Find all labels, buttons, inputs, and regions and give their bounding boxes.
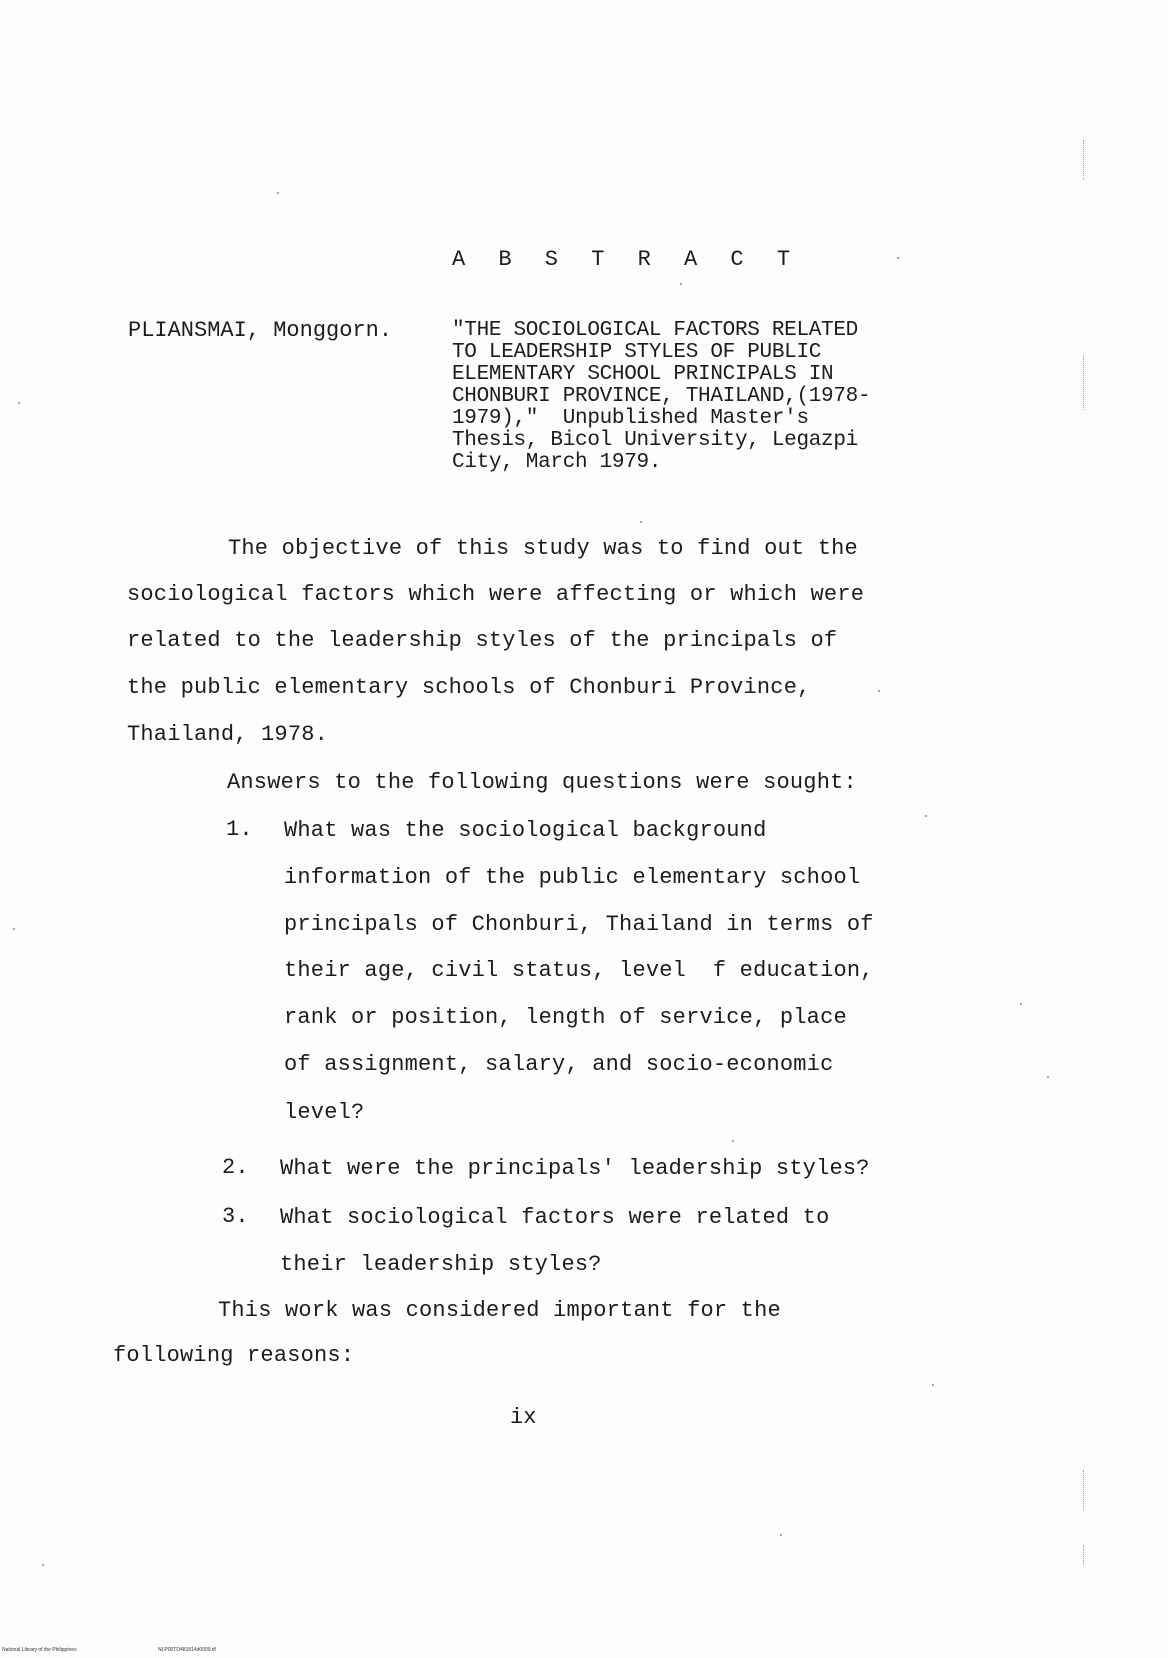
list-number: 2.: [222, 1155, 249, 1180]
scan-artifact: [18, 402, 20, 404]
body-line: their age, civil status, level f education,: [284, 958, 874, 983]
body-line: What sociological factors were related to: [280, 1205, 830, 1230]
body-line: rank or position, length of service, place: [284, 1005, 847, 1030]
body-line: related to the leadership styles of the principals of: [127, 628, 838, 653]
body-line: Answers to the following questions were sought:: [227, 770, 857, 795]
citation-line: CHONBURI PROVINCE, THAILAND,(1978-: [452, 385, 871, 408]
body-line: What was the sociological background: [284, 818, 767, 843]
scan-artifact: [932, 1384, 934, 1386]
author-name: PLIANSMAI, Monggorn.: [128, 318, 393, 343]
scan-artifact: [1083, 1545, 1085, 1565]
body-line: principals of Chonburi, Thailand in terms of: [284, 912, 874, 937]
scan-artifact: [732, 1140, 734, 1142]
scan-artifact: [680, 283, 682, 285]
body-line: following reasons:: [113, 1343, 355, 1368]
scan-artifact: [1047, 1076, 1049, 1078]
footer-library: National Library of the Philippines: [2, 1647, 77, 1653]
scan-artifact: [897, 257, 899, 259]
body-line: sociological factors which were affecting or which were: [127, 582, 865, 607]
scan-artifact: [13, 928, 15, 930]
scan-artifact: [1083, 140, 1085, 180]
abstract-heading: A B S T R A C T: [452, 247, 801, 272]
list-number: 3.: [222, 1204, 249, 1229]
citation-line: TO LEADERSHIP STYLES OF PUBLIC: [452, 341, 822, 364]
body-line: What were the principals' leadership styles?: [280, 1156, 870, 1181]
citation-line: "THE SOCIOLOGICAL FACTORS RELATED: [452, 319, 858, 342]
scan-artifact: [780, 1534, 782, 1536]
citation-line: City, March 1979.: [452, 451, 662, 474]
scan-artifact: [1083, 1470, 1085, 1510]
body-line: their leadership styles?: [280, 1252, 602, 1277]
page-number: ix: [510, 1405, 537, 1430]
body-line: Thailand, 1978.: [127, 722, 329, 747]
citation-line: 1979)," Unpublished Master's: [452, 407, 809, 430]
scan-artifact: [640, 521, 642, 523]
citation-line: ELEMENTARY SCHOOL PRINCIPALS IN: [452, 363, 834, 386]
body-line: the public elementary schools of Chonburi Province,: [127, 675, 811, 700]
scan-artifact: [42, 1564, 44, 1566]
scan-artifact: [925, 815, 927, 817]
body-line: This work was considered important for the: [218, 1298, 781, 1323]
body-line: of assignment, salary, and socio-economic: [284, 1052, 834, 1077]
body-line: The objective of this study was to find out the: [228, 536, 858, 561]
body-line: level?: [284, 1100, 365, 1125]
footer-filename: NLP00TD481814d0009.tif: [158, 1647, 216, 1653]
list-number: 1.: [226, 817, 253, 842]
body-line: information of the public elementary school: [284, 865, 861, 890]
citation-block: [452, 320, 972, 474]
scan-artifact: [878, 690, 880, 692]
scan-artifact: [1020, 1003, 1022, 1005]
citation-line: Thesis, Bicol University, Legazpi: [452, 429, 858, 452]
scan-artifact: [277, 192, 279, 194]
scan-artifact: [1083, 355, 1085, 410]
